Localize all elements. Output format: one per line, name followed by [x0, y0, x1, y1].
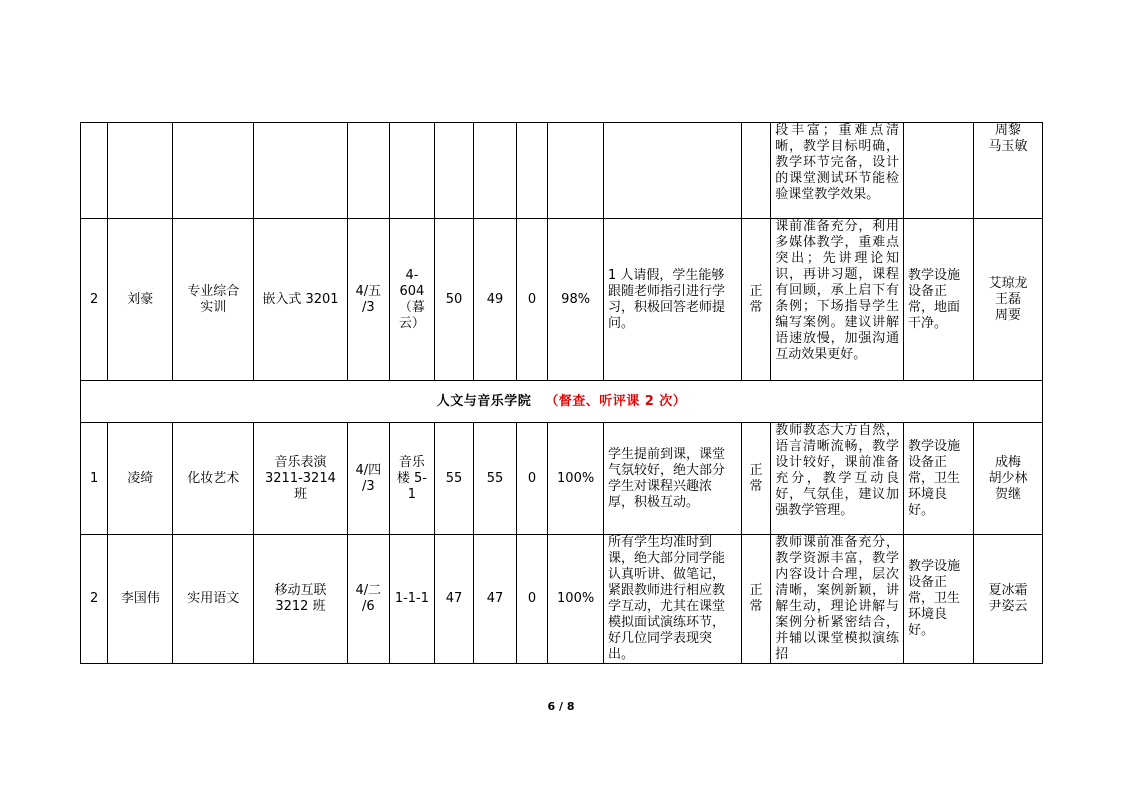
cell-student: 1 人请假，学生能够跟随老师指引进行学习，积极回答老师提问。: [604, 219, 742, 381]
section-title: 人文与音乐学院: [436, 393, 532, 409]
cell-room: 4-604 （暮 云）: [390, 219, 435, 381]
cell-teacher: 凌绮: [108, 423, 173, 535]
section-heading-row: [81, 381, 1043, 423]
table-row: [81, 423, 1043, 535]
cell-rate: 100%: [548, 423, 604, 535]
cell-absent: 0: [516, 535, 547, 664]
cell-class: [254, 123, 347, 219]
cell-status: 正 常: [741, 535, 770, 664]
cell-teacher: 刘豪: [108, 219, 173, 381]
cell-rate: [548, 123, 604, 219]
cell-inspectors: 周黎 马玉敏: [973, 123, 1042, 219]
cell-actual: 49: [474, 219, 517, 381]
cell-should: 50: [434, 219, 474, 381]
cell-room: 音乐 楼 5-1: [390, 423, 435, 535]
cell-facility: 教学设施设备正常，卫生环境良好。: [904, 535, 974, 664]
cell-teaching: 课前准备充分，利用多媒体教学，重难点突出；先讲理论知识，再讲习题，课程有回顾，承上启下有条例；下场指导学生编写案例。建议讲解语速放慢，加强沟通互动效果更好。: [771, 219, 904, 381]
cell-student: 学生提前到课，课堂气氛较好，绝大部分学生对课程兴趣浓厚，积极互动。: [604, 423, 742, 535]
cell-actual: 55: [474, 423, 517, 535]
cell-inspectors: 艾琼龙 王磊 周要: [973, 219, 1042, 381]
cell-facility: 教学设施设备正常，卫生环境良好。: [904, 423, 974, 535]
section-note: （督查、听评课 2 次）: [545, 393, 687, 409]
cell-no: [81, 123, 108, 219]
cell-actual: [474, 123, 517, 219]
table-row: [81, 219, 1043, 381]
cell-week: 4/二 /6: [347, 535, 390, 664]
cell-teacher: [108, 123, 173, 219]
cell-absent: [516, 123, 547, 219]
cell-class: 移动互联 3212 班: [254, 535, 347, 664]
cell-no: 2: [81, 219, 108, 381]
cell-teaching: 教师教态大方自然，语言清晰流畅，教学设计较好，课前准备充分，教学互动良好，气氛佳，建议加强教学管理。: [771, 423, 904, 535]
table-row: [81, 123, 1043, 219]
cell-course: 专业综合 实训: [173, 219, 254, 381]
page-number: 6 / 8: [547, 700, 575, 713]
cell-week: [347, 123, 390, 219]
cell-absent: 0: [516, 423, 547, 535]
cell-teaching: 教师课前准备充分，教学资源丰富，教学内容设计合理，层次清晰，案例新颖，讲解生动，理论讲解与案例分析紧密结合，并辅以课堂模拟演练招: [771, 535, 904, 664]
cell-teacher: 李国伟: [108, 535, 173, 664]
cell-course: 化妆艺术: [173, 423, 254, 535]
cell-status: 正 常: [741, 219, 770, 381]
cell-no: 1: [81, 423, 108, 535]
cell-facility: 教学设施设备正常，地面干净。: [904, 219, 974, 381]
cell-status: [741, 123, 770, 219]
cell-course: 实用语文: [173, 535, 254, 664]
cell-inspectors: 成梅 胡少林 贺继: [973, 423, 1042, 535]
cell-actual: 47: [474, 535, 517, 664]
cell-should: 47: [434, 535, 474, 664]
cell-teaching: 段丰富；重难点清晰，教学目标明确，教学环节完备，设计的课堂测试环节能检验课堂教学效果。: [771, 123, 904, 219]
cell-room: [390, 123, 435, 219]
cell-should: [434, 123, 474, 219]
inspection-table: [80, 122, 1043, 664]
section-heading: [81, 381, 1043, 423]
cell-should: 55: [434, 423, 474, 535]
cell-class: 音乐表演 3211-3214 班: [254, 423, 347, 535]
cell-facility: [904, 123, 974, 219]
cell-inspectors: 夏冰霜 尹姿云: [973, 535, 1042, 664]
cell-student: [604, 123, 742, 219]
cell-class: 嵌入式 3201: [254, 219, 347, 381]
cell-room: 1-1-1: [390, 535, 435, 664]
cell-rate: 100%: [548, 535, 604, 664]
cell-course: [173, 123, 254, 219]
cell-status: 正 常: [741, 423, 770, 535]
cell-absent: 0: [516, 219, 547, 381]
cell-week: 4/五 /3: [347, 219, 390, 381]
table-row: [81, 535, 1043, 664]
cell-student: 所有学生均准时到课，绝大部分同学能认真听讲、做笔记，紧跟教师进行相应教学互动，尤其在课堂模拟面试演练环节，好几位同学表现突出。: [604, 535, 742, 664]
cell-rate: 98%: [548, 219, 604, 381]
cell-no: 2: [81, 535, 108, 664]
cell-week: 4/四 /3: [347, 423, 390, 535]
